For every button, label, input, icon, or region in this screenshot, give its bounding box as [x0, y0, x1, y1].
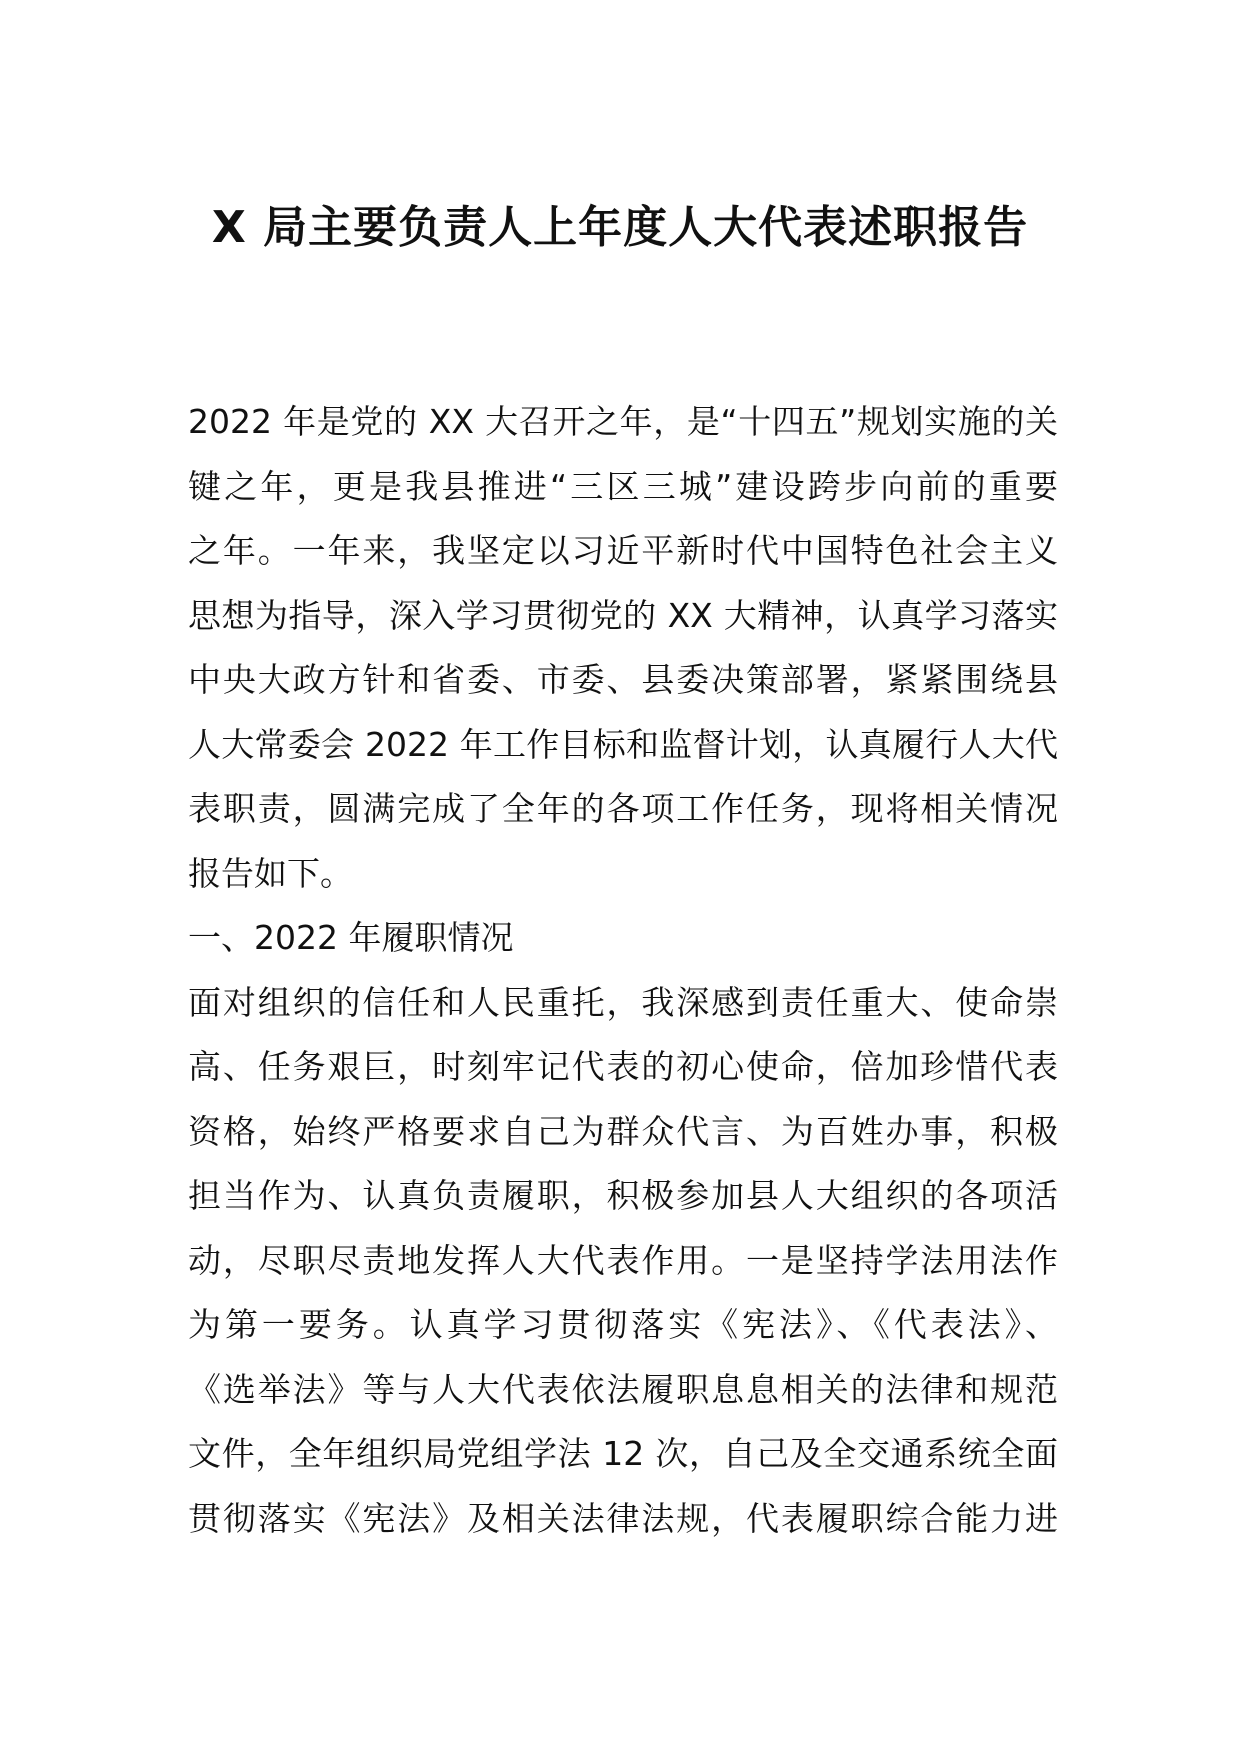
document-body	[188, 390, 1058, 1551]
body-line: 之年。一年来，我坚定以习近平新时代中国特色社会主义	[188, 531, 1058, 570]
body-line: 动，尽职尽责地发挥人大代表作用。一是坚持学法用法作	[188, 1240, 1058, 1280]
body-line: 键之年，更是我县推进“三区三城”建设跨步向前的重要	[188, 466, 1058, 506]
body-line: 高、任务艰巨，时刻牢记代表的初心使命，倍加珍惜代表	[188, 1047, 1058, 1086]
body-line: 2022 年是党的 XX 大召开之年，是“十四五”规划实施的关	[188, 402, 1058, 441]
section-heading: 一、2022 年履职情况	[188, 918, 514, 957]
body-line: 人大常委会 2022 年工作目标和监督计划，认真履行人大代	[188, 724, 1058, 764]
body-line: 思想为指导，深入学习贯彻党的 XX 大精神，认真学习落实	[188, 595, 1058, 635]
body-line: 中央大政方针和省委、市委、县委决策部署，紧紧围绕县	[188, 660, 1058, 699]
body-line: 表职责，圆满完成了全年的各项工作任务，现将相关情况	[188, 789, 1058, 828]
body-line: 担当作为、认真负责履职，积极参加县人大组织的各项活	[188, 1176, 1058, 1215]
body-line: 资格，始终严格要求自己为群众代言、为百姓办事，积极	[188, 1111, 1058, 1151]
body-line: 文件，全年组织局党组学法 12 次，自己及全交通系统全面	[188, 1434, 1058, 1473]
body-line: 为第一要务。认真学习贯彻落实《宪法》、《代表法》、	[188, 1305, 1058, 1344]
body-line: 面对组织的信任和人民重托，我深感到责任重大、使命崇	[188, 982, 1058, 1022]
document-title: X 局主要负责人上年度人大代表述职报告	[211, 202, 1029, 253]
body-line: 贯彻落实《宪法》及相关法律法规，代表履职综合能力进	[188, 1498, 1058, 1538]
body-line: 报告如下。	[188, 853, 353, 893]
body-line: 《选举法》等与人大代表依法履职息息相关的法律和规范	[188, 1369, 1058, 1409]
